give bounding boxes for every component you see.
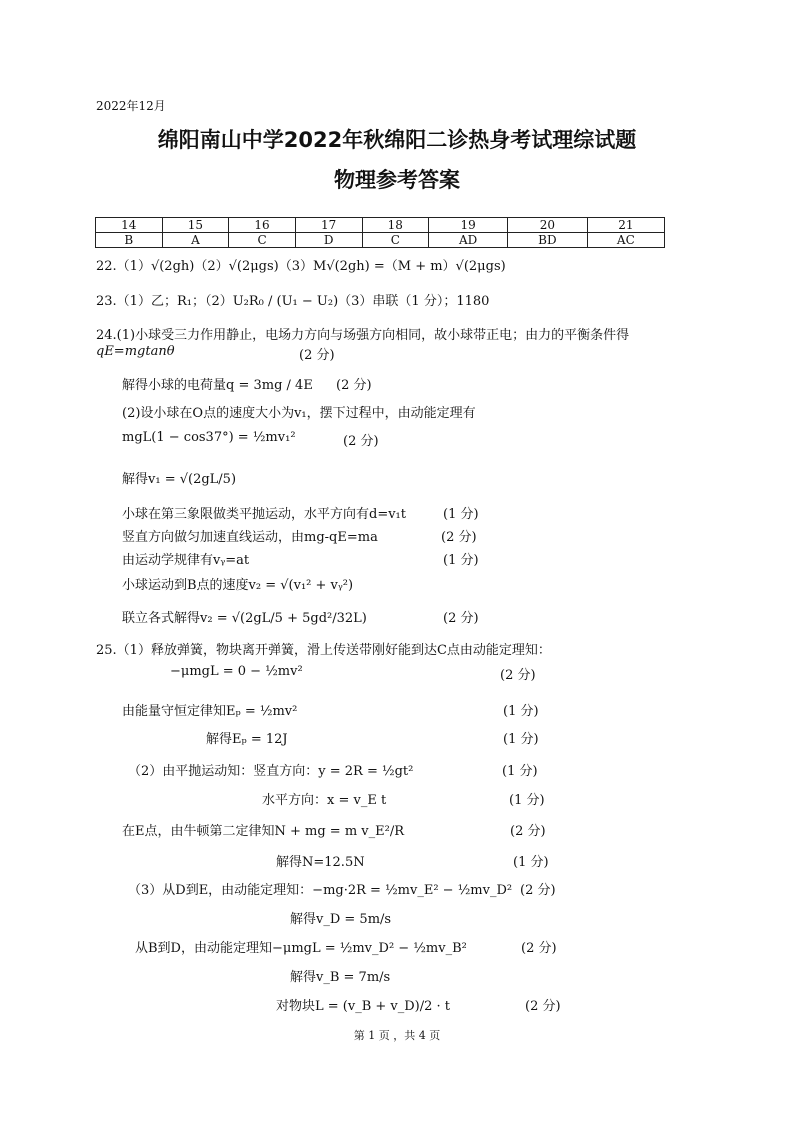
- q25-line-11: 解得v_B = 7m/s: [290, 970, 391, 985]
- q25-score-3: (1 分): [503, 732, 539, 747]
- q25-score-1: (2 分): [500, 668, 536, 683]
- document-title: 绵阳南山中学2022年秋绵阳二诊热身考试理综试题: [157, 128, 637, 152]
- q25-line-7: 解得N=12.5N: [276, 855, 365, 870]
- page-footer: 第 1 页 ，共 4 页: [353, 1029, 441, 1042]
- question-number-cell: 18: [362, 218, 429, 233]
- q24-score-7: (2 分): [441, 530, 477, 545]
- document-date: 2022年12月: [96, 99, 166, 113]
- q25-intro: 25.（1）释放弹簧，物块离开弹簧，滑上传送带刚好能到达C点由动能定理知：: [96, 643, 551, 658]
- question-number-cell: 16: [229, 218, 296, 233]
- q25-line-8: （3）从D到E，由动能定理知：−mg·2R = ½mv_E² − ½mv_D²: [128, 883, 513, 898]
- q24-line-10: 联立各式解得v₂ = √(2gL/5 + 5gd²/32L): [122, 611, 367, 626]
- q25-score-12: (2 分): [525, 999, 561, 1014]
- q23-answer: 23.（1）乙；R₁；（2）U₂R₀ / (U₁ − U₂)（3）串联（1 分）；1180: [96, 294, 490, 309]
- q25-score-8: (2 分): [520, 883, 556, 898]
- q25-score-5: (1 分): [509, 793, 545, 808]
- question-number-cell: 15: [162, 218, 229, 233]
- q25-score-10: (2 分): [521, 941, 557, 956]
- q24-line-1: qE=mgtanθ: [96, 344, 175, 359]
- answer-table: [95, 217, 665, 248]
- q24-line-7: 竖直方向做匀加速直线运动，由mg-qE=ma: [122, 530, 378, 545]
- q25-score-6: (2 分): [510, 824, 546, 839]
- q25-line-3: 解得Eₚ = 12J: [206, 732, 288, 747]
- answer-cell: D: [295, 233, 362, 248]
- q24-score-10: (2 分): [443, 611, 479, 626]
- q24-line-4: mgL(1 − cos37°) = ½mv₁²: [122, 430, 296, 445]
- q25-score-4: (1 分): [502, 764, 538, 779]
- q24-score-8: (1 分): [443, 553, 479, 568]
- q22-answer: 22.（1）√(2gh)（2）√(2μgs)（3）M√(2gh) =（M + m）√(2μgs): [96, 259, 506, 274]
- q24-score-4: (2 分): [343, 434, 379, 449]
- q24-score-1: (2 分): [299, 348, 335, 363]
- question-number-cell: 20: [508, 218, 588, 233]
- answer-table-number-row: [96, 218, 665, 233]
- q25-line-12: 对物块L = (v_B + v_D)/2 · t: [276, 999, 451, 1014]
- q24-line-3: (2)设小球在O点的速度大小为v₁，摆下过程中，由动能定理有: [122, 406, 476, 421]
- answer-cell: AD: [429, 233, 508, 248]
- q24-score-6: (1 分): [443, 507, 479, 522]
- q25-line-4: （2）由平抛运动知：竖直方向：y = 2R = ½gt²: [128, 764, 414, 779]
- answer-cell: A: [162, 233, 229, 248]
- q24-line-6: 小球在第三象限做类平抛运动，水平方向有d=v₁t: [122, 507, 406, 522]
- q25-score-7: (1 分): [513, 855, 549, 870]
- q25-line-9: 解得v_D = 5m/s: [290, 912, 392, 927]
- answer-cell: AC: [587, 233, 664, 248]
- q24-line-8: 由运动学规律有vᵧ=at: [122, 553, 250, 568]
- answer-cell: BD: [508, 233, 588, 248]
- q24-intro: 24.(1)小球受三力作用静止，电场力方向与场强方向相同，故小球带正电；由力的平衡条件得: [96, 328, 630, 343]
- q25-line-2: 由能量守恒定律知Eₚ = ½mv²: [122, 704, 298, 719]
- q25-line-1: −μmgL = 0 − ½mv²: [170, 664, 303, 679]
- answer-cell: C: [229, 233, 296, 248]
- question-number-cell: 21: [587, 218, 664, 233]
- q25-line-5: 水平方向：x = v_E t: [262, 793, 387, 808]
- q24-score-2: (2 分): [336, 378, 372, 393]
- q24-line-2: 解得小球的电荷量q = 3mg / 4E: [122, 378, 313, 393]
- q25-line-6: 在E点，由牛顿第二定律知N + mg = m v_E²/R: [122, 824, 405, 839]
- answer-cell: C: [362, 233, 429, 248]
- document-subtitle: 物理参考答案: [334, 168, 460, 192]
- q24-line-5: 解得v₁ = √(2gL/5): [122, 472, 237, 487]
- q25-line-10: 从B到D，由动能定理知−μmgL = ½mv_D² − ½mv_B²: [135, 941, 467, 956]
- answer-table-answer-row: [96, 233, 665, 248]
- question-number-cell: 14: [96, 218, 163, 233]
- q25-score-2: (1 分): [503, 704, 539, 719]
- question-number-cell: 17: [295, 218, 362, 233]
- question-number-cell: 19: [429, 218, 508, 233]
- q24-line-9: 小球运动到B点的速度v₂ = √(v₁² + vᵧ²): [122, 578, 354, 593]
- answer-cell: B: [96, 233, 163, 248]
